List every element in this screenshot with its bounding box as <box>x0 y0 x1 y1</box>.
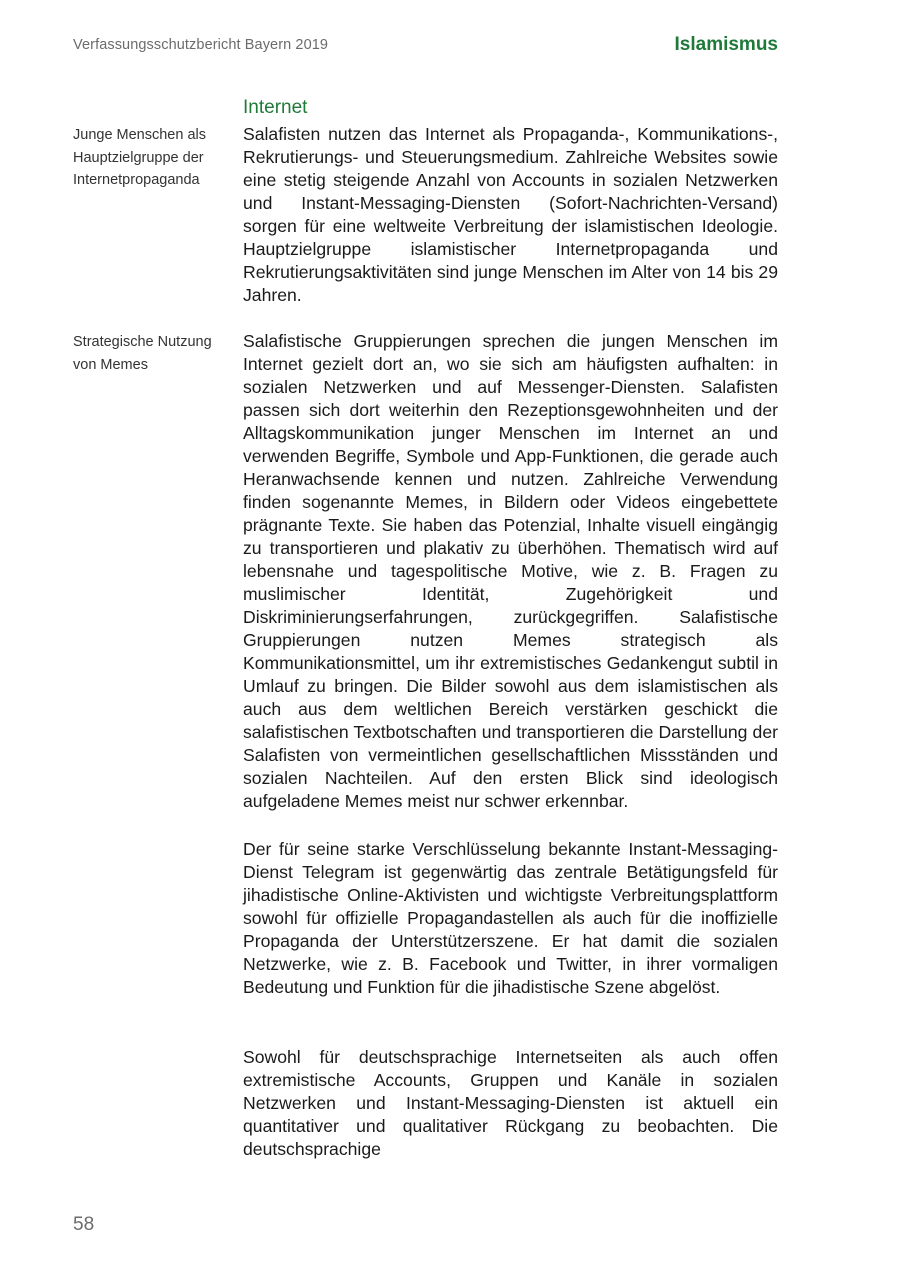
section-heading: Internet <box>243 97 308 118</box>
paragraph-telegram: Der für seine starke Verschlüsselung bekannte Instant-Messaging-Dienst Telegram ist gegenwärtig das zentrale Betätigungsfeld für jihadistische Online-Aktivisten und wichtigste Verbreitungsplattform sowohl für offizielle Propagandastellen als auch für die inoffizielle Propaganda der Unterstützerszene. Er hat damit die sozialen Netzwerke, wie z. B. Facebook und Twitter, in ihrer vormaligen Bedeutung und Funktion für die jihadistische Szene abgelöst. <box>243 839 778 997</box>
paragraph-internet-usage: Salafisten nutzen das Internet als Propaganda-, Kommunikations-, Rekrutierungs- und Steuerungsmedium. Zahlreiche Websites sowie eine stetig steigende Anzahl von Accounts in sozialen Netzwerken und Instant-Messaging-Diensten (Sofort-Nachrichten-Versand) sorgen für eine weltweite Verbreitung der islamistischen Ideologie. Hauptzielgruppe islamistischer Internetpropaganda und Rekrutierungsaktivitäten sind junge Menschen im Alter von 14 bis 29 Jahren. <box>243 124 778 305</box>
page-number: 58 <box>73 1214 95 1235</box>
paragraph-decline: Sowohl für deutschsprachige Internetseiten als auch offen extremistische Accounts, Gruppen und Kanäle in sozialen Netzwerken und Instant-Messaging-Diensten ist aktuell ein quantitativer und qualitativer Rückgang zu beobachten. Die deutschsprachige <box>243 1047 778 1159</box>
running-title: Verfassungsschutzbericht Bayern 2019 <box>73 37 329 53</box>
chapter-title: Islamismus <box>674 34 778 55</box>
paragraph-memes: Salafistische Gruppierungen sprechen die jungen Menschen im Internet gezielt dort an, wo sie sich am häufigsten aufhalten: in sozialen Netzwerken und auf Messenger-Diensten. Salafisten passen sich dort weiterhin den Rezeptionsgewohnheiten und der Alltagskommunikation junger Menschen im Internet an und verwenden Begriffe, Symbole und App-Funktionen, die gerade auch Heranwachsende kennen und nutzen. Zahlreiche Verwendung finden sogenannte Memes, in Bildern oder Videos eingebettete prägnante Texte. Sie haben das Potenzial, Inhalte visuell eingängig zu transportieren und plakativ zu überhöhen. Thematisch wird auf lebensnahe und tagespolitische Motive, wie z. B. Fragen zu muslimischer Identität, Zugehörigkeit und Diskriminierungserfahrungen, zurückgegriffen. Salafistische Gruppierungen nutzen Memes strategisch als Kommunikationsmittel, um ihr extremistisches Gedankengut subtil in Umlauf zu bringen. Die Bilder sowohl aus dem islamistischen als auch aus dem weltlichen Bereich verstärken geschickt die salafistischen Textbotschaften und transportieren die Darstellung der Salafisten von vermeintlichen gesellschaftlichen Missständen und sozialen Nachteilen. Auf den ersten Blick sind ideologisch aufgeladene Memes meist nur schwer erkennbar. <box>243 331 778 811</box>
margin-note-memes: Strategische Nutzung von Memes <box>73 334 212 373</box>
margin-note-target-group: Junge Menschen als Hauptzielgruppe der Internetpropaganda <box>73 127 206 188</box>
